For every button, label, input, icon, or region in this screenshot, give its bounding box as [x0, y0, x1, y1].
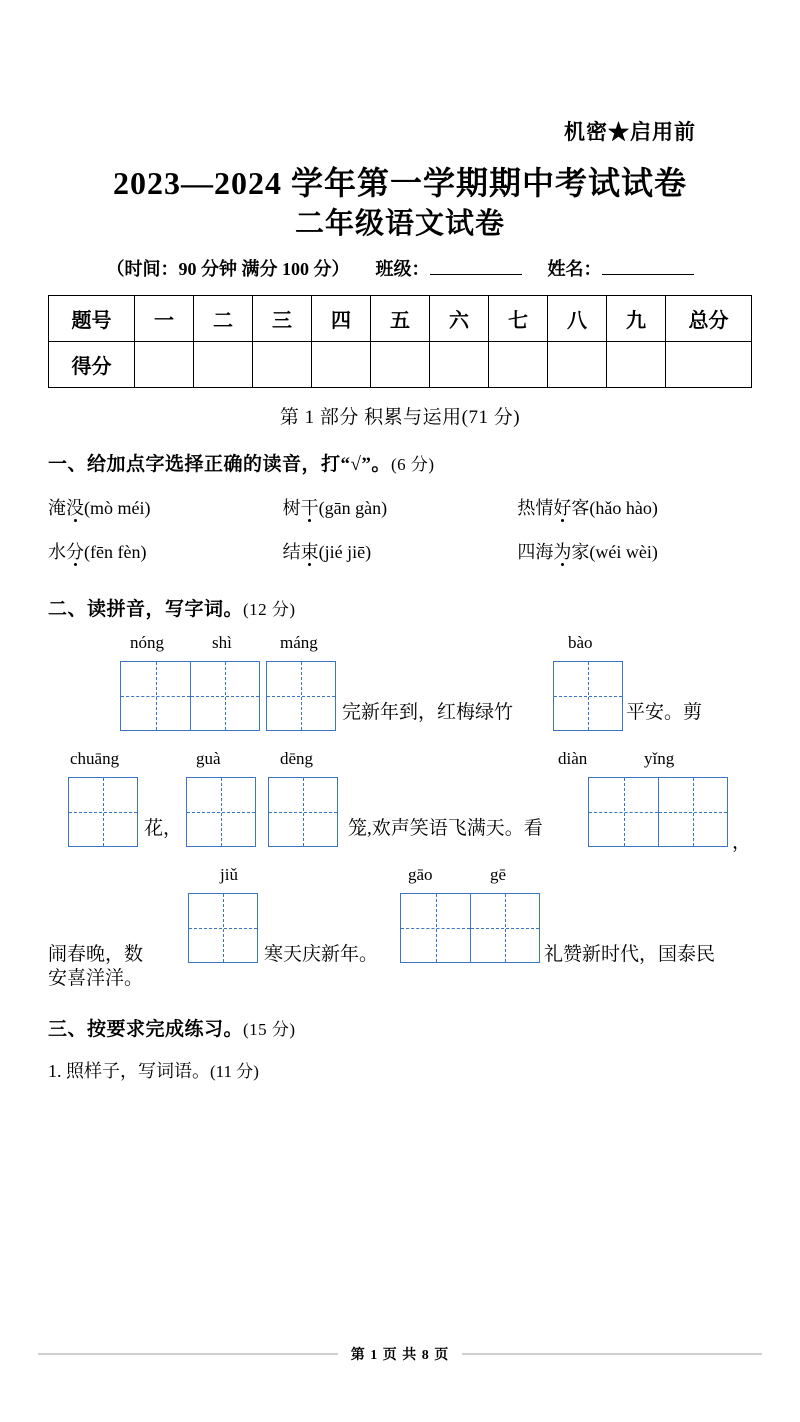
q2-line1-text-a: 完新年到，红梅绿竹: [342, 702, 514, 724]
class-blank[interactable]: [430, 259, 522, 275]
q2-pinyin-mang: máng: [280, 633, 318, 653]
score-col-2: 二: [194, 296, 253, 342]
q2-grid-nongshi[interactable]: [120, 661, 260, 731]
q1-item-3[interactable]: [517, 494, 752, 520]
q2-line-1: [48, 633, 752, 745]
q1-item-6-pron[interactable]: 家(wéi wèi): [571, 542, 658, 563]
score-cell-8[interactable]: [548, 342, 607, 388]
q2-pinyin-ge: gē: [490, 865, 507, 885]
q2-line-2: [48, 749, 752, 861]
q1-item-2-pron[interactable]: (gān gàn): [318, 498, 388, 519]
q2-line1-text-b: 平安。剪: [626, 702, 703, 724]
q1-item-5[interactable]: [283, 538, 518, 564]
q2-line2-text-c: ，: [732, 832, 752, 854]
q2-grid-bao[interactable]: [553, 661, 623, 731]
q2-grid-mang[interactable]: [266, 661, 336, 731]
q2-pinyin-deng: dēng: [280, 749, 314, 769]
time-and-score: （时间：90 分钟 满分 100 分）: [106, 259, 350, 280]
secret-notice: 机密★启用前: [564, 120, 696, 144]
q1-item-4-dotted-char: 分: [66, 542, 84, 563]
question-3-heading: [48, 1014, 752, 1041]
question-2-points: (12 分): [243, 600, 296, 620]
q2-grid-guadeng[interactable]: [186, 777, 256, 847]
q2-line2-text-a: 花，: [144, 818, 183, 840]
question-1-heading: [48, 449, 752, 476]
score-table: [48, 295, 752, 388]
q2-grid-chuang[interactable]: [68, 777, 138, 847]
score-cell-5[interactable]: [371, 342, 430, 388]
q1-item-5-dotted-char: 束: [300, 542, 319, 563]
page-number: 第 1 页 共 8 页: [350, 1348, 450, 1363]
question-2-heading: [48, 594, 752, 621]
page-footer: [0, 1344, 800, 1364]
q1-item-2-dotted-char: 干: [300, 498, 319, 519]
q2-line-3: [48, 865, 752, 977]
question-1-row-2: [48, 538, 752, 564]
q1-item-3-pron[interactable]: 客(hǎo hào): [571, 498, 658, 519]
q1-item-2-word: 树: [282, 498, 301, 519]
score-col-1: 一: [135, 296, 194, 342]
q1-item-4[interactable]: [48, 538, 283, 564]
score-cell-7[interactable]: [489, 342, 548, 388]
q1-item-4-pron[interactable]: (fēn fèn): [84, 542, 147, 563]
score-table-row-label-2: 得分: [49, 342, 135, 388]
score-col-total: 总分: [666, 296, 752, 342]
question-3-title: 三、按要求完成练习。: [48, 1019, 244, 1041]
q2-grid-jiu[interactable]: [188, 893, 258, 963]
q2-pinyin-shi: shì: [212, 633, 232, 653]
question-2-title: 二、读拼音，写字词。: [48, 599, 244, 621]
score-cell-total[interactable]: [666, 342, 752, 388]
q2-grid-dianying[interactable]: [588, 777, 728, 847]
q2-line2-text-b: 笼,欢声笑语飞满天。看: [348, 818, 543, 840]
q1-item-3-dotted-char: 好: [553, 498, 572, 519]
score-col-7: 七: [489, 296, 548, 342]
q2-pinyin-gao: gāo: [408, 865, 433, 885]
q1-item-1-pron[interactable]: (mò méi): [84, 498, 151, 519]
q2-pinyin-dian: diàn: [558, 749, 588, 769]
question-3-sub-1: [48, 1057, 752, 1083]
q2-line4-text: 安喜洋洋。: [48, 968, 144, 990]
q2-grid-deng[interactable]: [268, 777, 338, 847]
q1-item-3-word: 热情: [517, 498, 554, 519]
q1-item-5-word: 结: [282, 542, 301, 563]
score-table-row-label: 题号: [49, 296, 135, 342]
q1-item-1-dotted-char: 没: [66, 498, 84, 519]
q1-item-4-word: 水: [48, 542, 66, 563]
question-1-row-1: [48, 494, 752, 520]
q2-line3-text-b: 寒天庆新年。: [264, 944, 379, 966]
page-subtitle: 二年级语文试卷: [294, 207, 505, 240]
question-3-sub-1-title: 1. 照样子，写词语。: [48, 1061, 210, 1082]
name-blank[interactable]: [602, 259, 694, 275]
q2-line3-text-a: 闹春晚，数: [48, 944, 144, 966]
q1-item-6[interactable]: [517, 538, 752, 564]
question-3-sub-1-points: (11 分): [210, 1062, 259, 1082]
score-col-9: 九: [607, 296, 666, 342]
question-3-points: (15 分): [243, 1020, 296, 1040]
class-field: [376, 255, 522, 281]
score-col-3: 三: [253, 296, 312, 342]
score-col-5: 五: [371, 296, 430, 342]
score-cell-6[interactable]: [430, 342, 489, 388]
score-cell-2[interactable]: [194, 342, 253, 388]
score-cell-3[interactable]: [253, 342, 312, 388]
q1-item-2[interactable]: [283, 494, 518, 520]
part-1-heading: 第 1 部分 积累与运用(71 分): [279, 407, 521, 429]
q1-item-5-pron[interactable]: (jié jiē): [318, 542, 372, 563]
q1-item-6-word: 四海: [517, 542, 554, 563]
q2-pinyin-gua: guà: [196, 749, 221, 769]
score-col-4: 四: [312, 296, 371, 342]
table-row-scores: [49, 342, 752, 388]
class-label: 班级：: [375, 259, 430, 280]
score-cell-4[interactable]: [312, 342, 371, 388]
table-row-header: [49, 296, 752, 342]
q1-item-1[interactable]: [48, 494, 283, 520]
q1-item-1-word: 淹: [48, 498, 66, 519]
page-title: 2023—2024 学年第一学期期中考试试卷: [112, 165, 687, 201]
footer-divider-right: [462, 1353, 762, 1355]
q2-line3-text-c: 礼赞新时代，国泰民: [544, 944, 716, 966]
score-cell-1[interactable]: [135, 342, 194, 388]
score-cell-9[interactable]: [607, 342, 666, 388]
q2-grid-gaoge[interactable]: [400, 893, 540, 963]
q2-pinyin-ying: yǐng: [644, 749, 675, 769]
q2-pinyin-chuang: chuāng: [70, 749, 120, 769]
q2-pinyin-jiu: jiǔ: [220, 865, 238, 885]
footer-divider-left: [38, 1353, 338, 1355]
q1-item-6-dotted-char: 为: [553, 542, 572, 563]
score-col-8: 八: [548, 296, 607, 342]
score-col-6: 六: [430, 296, 489, 342]
question-1-title: 一、给加点字选择正确的读音，打“√”。: [48, 454, 391, 476]
exam-info-line: [48, 255, 752, 281]
q2-pinyin-nong: nóng: [130, 633, 164, 653]
name-field: [548, 255, 694, 281]
q2-pinyin-bao: bào: [568, 633, 593, 653]
name-label: 姓名：: [547, 259, 602, 280]
question-1-points: (6 分): [390, 455, 435, 475]
